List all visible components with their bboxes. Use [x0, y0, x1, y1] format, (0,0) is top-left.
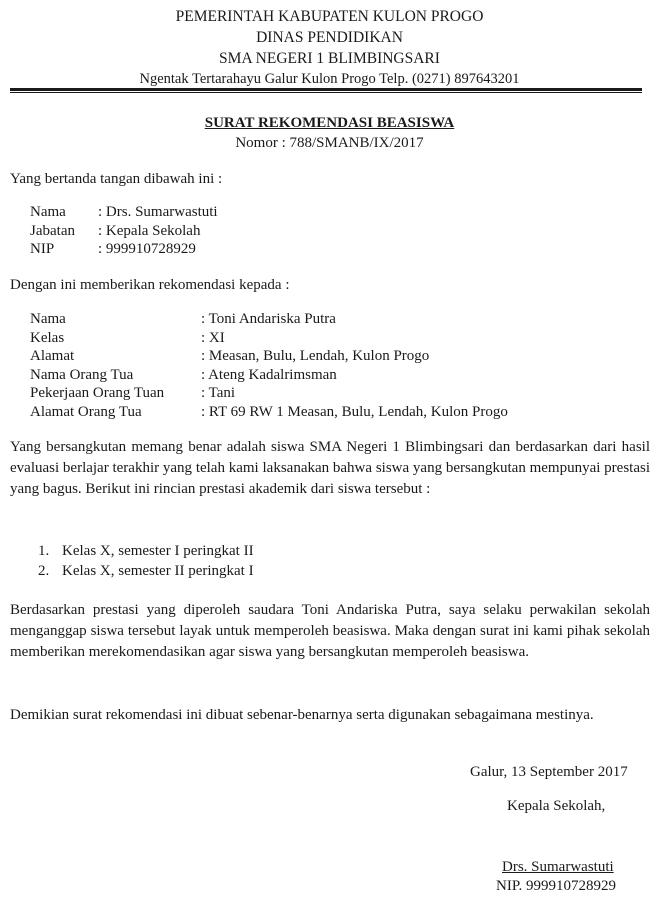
student-row — [30, 310, 508, 329]
student-value: : Tani — [201, 385, 236, 401]
header-school: SMA NEGERI 1 BLIMBINGSARI — [219, 50, 440, 67]
student-label: Nama Orang Tua — [30, 366, 134, 383]
intro-text: Yang bertanda tangan dibawah ini : — [10, 171, 223, 187]
signer-label: NIP — [30, 241, 55, 257]
signer-value: : Drs. Sumarwastuti — [98, 204, 218, 220]
signer-value: : 999910728929 — [98, 241, 196, 257]
list-item-number: 2. — [38, 563, 50, 579]
list-item-text: Kelas X, semester I peringkat II — [62, 543, 254, 559]
header-government: PEMERINTAH KABUPATEN KULON PROGO — [175, 8, 484, 25]
header-address: Ngentak Tertarahayu Galur Kulon Progo Telp. (0271) 897643201 — [139, 71, 520, 87]
signer-value: : Kepala Sekolah — [98, 222, 201, 239]
letter-title — [0, 115, 659, 132]
student-row — [30, 384, 508, 403]
header-divider-thin — [10, 92, 642, 93]
student-value: : Measan, Bulu, Lendah, Kulon Progo — [201, 348, 430, 364]
header-agency: DINAS PENDIDIKAN — [256, 29, 403, 46]
paragraph-recommendation: Berdasarkan prestasi yang diperoleh saudara Toni Andariska Putra, saya selaku perwakilan sekolah menganggap siswa tersebut layak untuk memperoleh beasiswa. Maka dengan surat ini kami pihak sekolah memberikan merekomendasikan agar siswa yang bersangkutan memperoleh beasiswa. — [10, 602, 650, 660]
signer-nip: NIP. 999910728929 — [496, 878, 617, 894]
signer-details — [30, 203, 218, 259]
signer-label: Nama — [30, 204, 66, 220]
signer-name: Drs. Sumarwastuti — [502, 859, 614, 875]
student-row — [30, 366, 508, 385]
paragraph-closing: Demikian surat rekomendasi ini dibuat sebenar-benarnya serta digunakan sebagaimana mestinya. — [10, 707, 594, 723]
signer-row — [30, 203, 218, 222]
student-row — [30, 329, 508, 348]
paragraph-evaluation: Yang bersangkutan memang benar adalah siswa SMA Negeri 1 Blimbingsari dan berdasarkan dari hasil evaluasi berlajar terakhir yang telah kami laksanakan bahwa siswa yang bersangkutan mempunyai prestasi yang bagus. Berikut ini rincian prestasi akademik dari siswa tersebut : — [10, 439, 650, 497]
letter-number: Nomor : 788/SMANB/IX/2017 — [235, 135, 424, 151]
list-item — [38, 541, 254, 561]
header-divider-thick — [10, 88, 642, 91]
student-label: Nama — [30, 311, 66, 327]
list-item-text: Kelas X, semester II peringkat I — [62, 563, 254, 579]
intro2-text: Dengan ini memberikan rekomendasi kepada : — [10, 277, 290, 293]
student-row — [30, 347, 508, 366]
signer-position: Kepala Sekolah, — [507, 798, 606, 814]
student-value: : RT 69 RW 1 Measan, Bulu, Lendah, Kulon Progo — [201, 403, 508, 420]
student-label: Alamat — [30, 348, 75, 364]
student-row — [30, 403, 508, 422]
student-details — [30, 310, 508, 421]
student-value: : Ateng Kadalrimsman — [201, 366, 337, 383]
student-value: : Toni Andariska Putra — [201, 311, 336, 327]
list-item-number: 1. — [38, 543, 50, 559]
letterhead — [0, 6, 659, 90]
letter-title-text: SURAT REKOMENDASI BEASISWA — [204, 115, 455, 131]
student-label: Alamat Orang Tua — [30, 403, 142, 420]
signer-row — [30, 222, 218, 241]
list-item — [38, 561, 254, 581]
achievement-list — [38, 541, 254, 581]
student-label: Pekerjaan Orang Tuan — [30, 385, 165, 401]
place-date: Galur, 13 September 2017 — [470, 764, 628, 780]
student-value: : XI — [201, 329, 225, 346]
signer-row — [30, 240, 218, 259]
signer-label: Jabatan — [30, 222, 75, 239]
student-label: Kelas — [30, 329, 65, 346]
